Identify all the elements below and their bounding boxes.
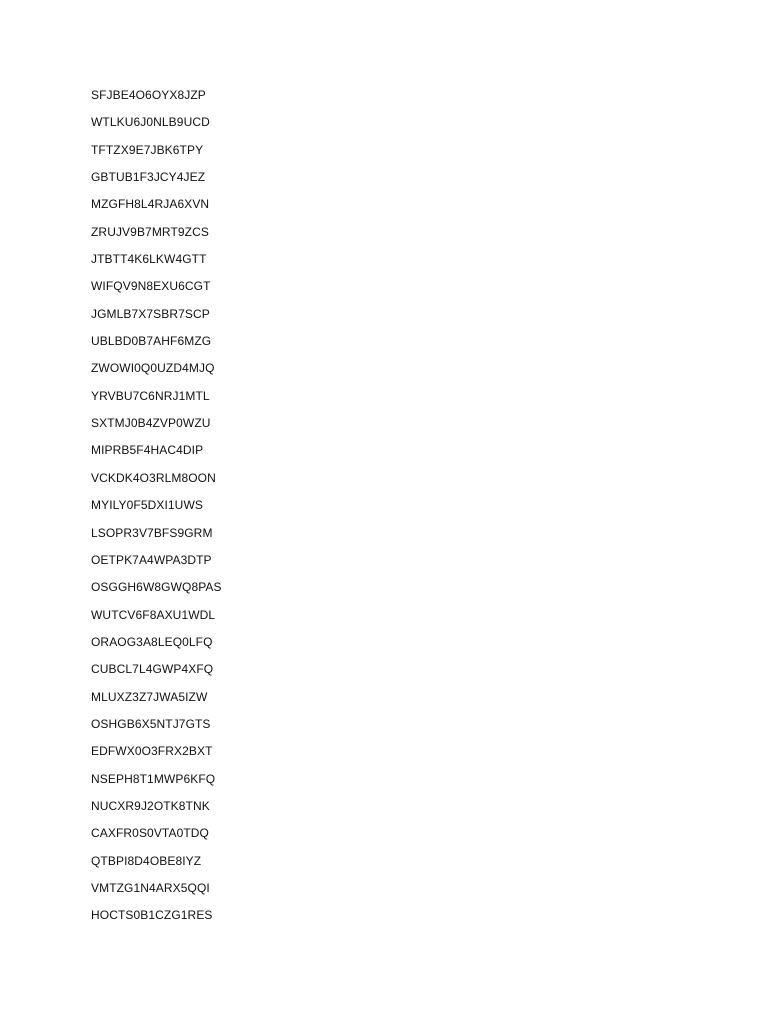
code-line: JGMLB7X7SBR7SCP	[91, 306, 210, 321]
code-line: GBTUB1F3JCY4JEZ	[91, 170, 206, 185]
code-line: NSEPH8T1MWP6KFQ	[91, 771, 216, 786]
code-line: LSOPR3V7BFS9GRM	[91, 525, 213, 540]
code-line: SXTMJ0B4ZVP0WZU	[91, 416, 211, 431]
code-line: JTBTT4K6LKW4GTT	[91, 252, 207, 267]
code-line: MYILY0F5DXI1UWS	[91, 498, 203, 513]
code-line: ZWOWI0Q0UZD4MJQ	[91, 361, 215, 376]
code-line: NUCXR9J2OTK8TNK	[91, 798, 210, 813]
code-line: VCKDK4O3RLM8OON	[91, 470, 216, 485]
code-line: CUBCL7L4GWP4XFQ	[91, 662, 214, 677]
code-line: SFJBE4O6OYX8JZP	[91, 88, 206, 102]
code-line: EDFWX0O3FRX2BXT	[91, 744, 213, 759]
code-line: WTLKU6J0NLB9UCD	[91, 115, 210, 130]
code-line: ZRUJV9B7MRT9ZCS	[91, 224, 209, 239]
code-line: VMTZG1N4ARX5QQI	[91, 880, 210, 895]
code-line: MIPRB5F4HAC4DIP	[91, 443, 204, 458]
code-line: HOCTS0B1CZG1RES	[91, 908, 213, 923]
code-line: TFTZX9E7JBK6TPY	[91, 142, 204, 157]
code-line: MLUXZ3Z7JWA5IZW	[91, 689, 208, 704]
code-line: OSGGH6W8GWQ8PAS	[91, 580, 222, 595]
code-list	[91, 86, 222, 934]
code-line: WUTCV6F8AXU1WDL	[91, 607, 216, 622]
code-line: OSHGB6X5NTJ7GTS	[91, 716, 211, 731]
code-line: ORAOG3A8LEQ0LFQ	[91, 634, 213, 649]
code-line: MZGFH8L4RJA6XVN	[91, 197, 210, 212]
code-line: YRVBU7C6NRJ1MTL	[91, 388, 210, 403]
code-line: OETPK7A4WPA3DTP	[91, 552, 212, 567]
code-line: WIFQV9N8EXU6CGT	[91, 279, 211, 294]
code-line: QTBPI8D4OBE8IYZ	[91, 853, 202, 868]
code-line: CAXFR0S0VTA0TDQ	[91, 826, 209, 841]
code-line: UBLBD0B7AHF6MZG	[91, 334, 212, 349]
